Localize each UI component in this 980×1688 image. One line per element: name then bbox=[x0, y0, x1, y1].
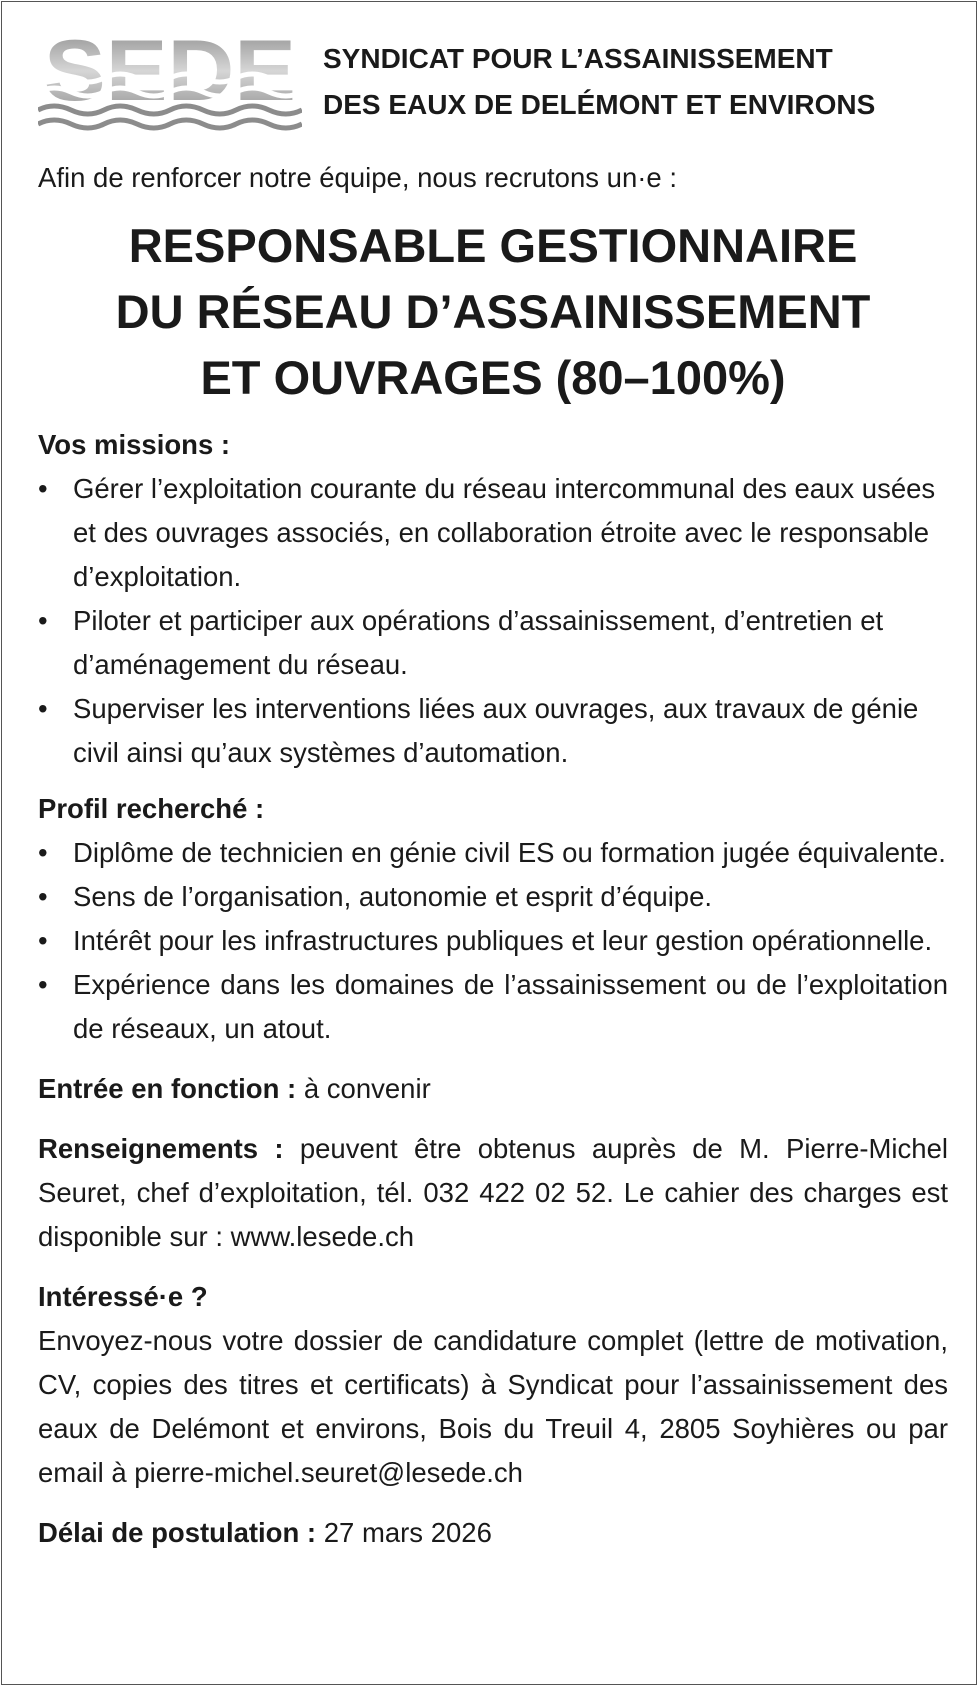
intro-text: Afin de renforcer notre équipe, nous recrutons un·e : bbox=[38, 162, 677, 193]
apply-heading: Intéressé·e ? bbox=[38, 1281, 208, 1312]
organization-name-line-1: SYNDICAT POUR L’ASSAINISSEMENT bbox=[323, 43, 833, 74]
deadline-label: Délai de postulation : bbox=[38, 1517, 317, 1548]
deadline bbox=[38, 1511, 948, 1555]
organization-name-line-2: DES EAUX DE DELÉMONT ET ENVIRONS bbox=[323, 89, 876, 120]
list-item bbox=[38, 831, 948, 875]
profile-list bbox=[38, 831, 948, 1051]
list-item-text: Piloter et participer aux opérations d’assainissement, d’entretien et d’aménagement du réseau. bbox=[73, 605, 884, 680]
start-date bbox=[38, 1067, 948, 1111]
start-date-value: à convenir bbox=[296, 1073, 431, 1104]
list-item-text: Superviser les interventions liées aux ouvrages, aux travaux de génie civil ainsi qu’aux systèmes d’automation. bbox=[73, 693, 919, 768]
job-title-line-1: RESPONSABLE GESTIONNAIRE bbox=[128, 219, 858, 272]
bullet: • bbox=[38, 925, 48, 956]
list-item bbox=[38, 599, 948, 687]
sede-logo bbox=[38, 38, 302, 134]
list-item-text: Intérêt pour les infrastructures publiques et leur gestion opérationnelle. bbox=[73, 925, 933, 956]
missions-list bbox=[38, 467, 948, 775]
missions-heading: Vos missions : bbox=[38, 429, 231, 460]
job-title-line-3: ET OUVRAGES (80–100%) bbox=[200, 351, 786, 404]
list-item bbox=[38, 687, 948, 775]
list-item bbox=[38, 919, 948, 963]
header bbox=[38, 36, 948, 140]
job-title bbox=[38, 213, 948, 411]
deadline-value: 27 mars 2026 bbox=[316, 1517, 492, 1548]
list-item bbox=[38, 875, 948, 919]
bullet: • bbox=[38, 693, 48, 724]
list-item bbox=[38, 467, 948, 599]
list-item bbox=[38, 963, 948, 1051]
bullet: • bbox=[38, 881, 48, 912]
job-ad-frame bbox=[1, 1, 977, 1685]
bullet: • bbox=[38, 473, 48, 504]
organization-name bbox=[323, 36, 875, 128]
list-item-text: Expérience dans les domaines de l’assainissement ou de l’exploitation de réseaux, un atout. bbox=[73, 969, 948, 1044]
start-date-label: Entrée en fonction : bbox=[38, 1073, 297, 1104]
job-ad-content bbox=[38, 36, 948, 1555]
list-item-text: Sens de l’organisation, autonomie et esprit d’équipe. bbox=[73, 881, 713, 912]
bullet: • bbox=[38, 605, 48, 636]
apply-text: Envoyez-nous votre dossier de candidature complet (lettre de motivation, CV, copies des titres et certificats) à Syndicat pour l’assainissement des eaux de Delémont et environs, Bois du Treuil 4, 2805 Soyhières ou par email à pierre-michel.seuret@lesede.ch bbox=[38, 1325, 948, 1488]
list-item-text: Diplôme de technicien en génie civil ES ou formation jugée équivalente. bbox=[73, 837, 946, 868]
bullet: • bbox=[38, 837, 48, 868]
information-text: peuvent être obtenus auprès de M. Pierre-Michel Seuret, chef d’exploitation, tél. 032 422 02 52. Le cahier des charges est disponible sur : www.lesede.ch bbox=[38, 1133, 948, 1252]
bullet: • bbox=[38, 969, 48, 1000]
profile-heading: Profil recherché : bbox=[38, 793, 265, 824]
information-label: Renseignements : bbox=[38, 1133, 284, 1164]
job-title-line-2: DU RÉSEAU D’ASSAINISSEMENT bbox=[115, 285, 871, 338]
list-item-text: Gérer l’exploitation courante du réseau intercommunal des eaux usées et des ouvrages associés, en collaboration étroite avec le responsable d’exploitation. bbox=[73, 473, 936, 592]
information bbox=[38, 1127, 948, 1259]
logo-text: SEDE bbox=[44, 38, 296, 119]
